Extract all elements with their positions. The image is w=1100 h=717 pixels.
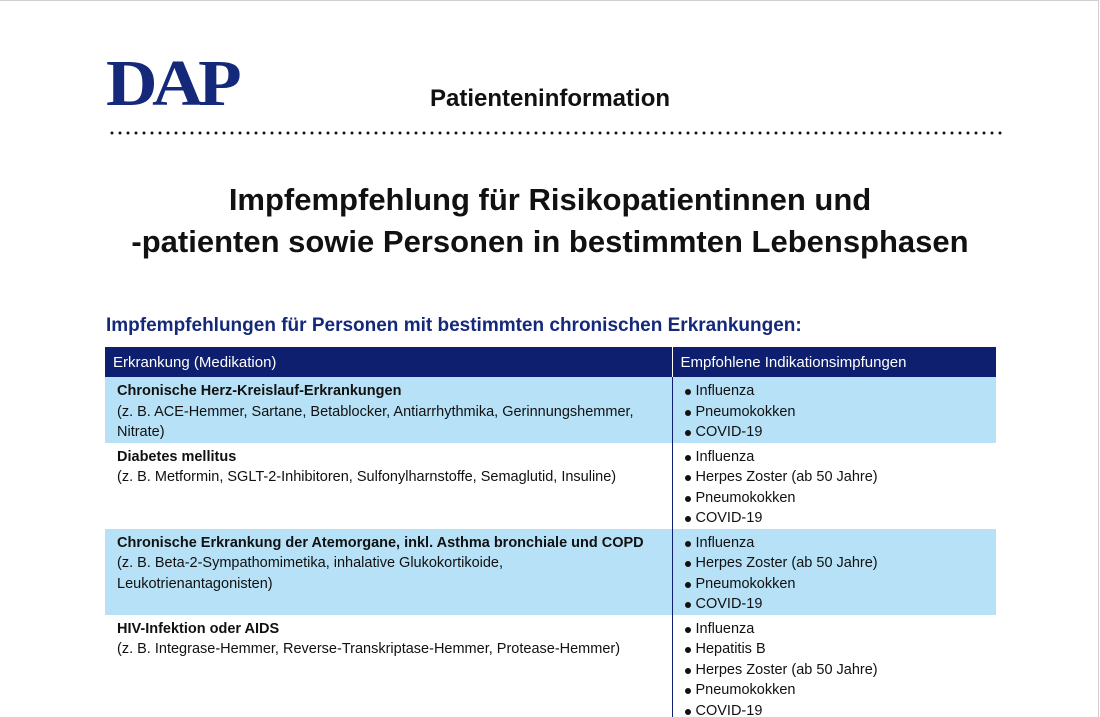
medication-examples: (z. B. ACE-Hemmer, Sartane, Betablocker, Antiarrhythmika, Gerinnungshemmer, Nitrate) bbox=[117, 403, 634, 440]
vaccine-list bbox=[685, 533, 985, 615]
table-row bbox=[105, 443, 996, 529]
medication-examples: (z. B. Metformin, SGLT-2-Inhibitoren, Sulfonylharnstoffe, Semaglutid, Insuline) bbox=[117, 469, 617, 485]
condition-name: HIV-Infektion oder AIDS bbox=[117, 620, 280, 637]
table-row bbox=[105, 529, 996, 615]
condition-cell bbox=[105, 529, 672, 615]
vaccine-item: Pneumokokken bbox=[685, 680, 985, 701]
condition-cell bbox=[105, 443, 672, 529]
vaccines-cell bbox=[672, 615, 996, 717]
vaccine-list bbox=[685, 447, 985, 529]
vaccine-item: COVID-19 bbox=[685, 508, 985, 529]
vaccine-item: Herpes Zoster (ab 50 Jahre) bbox=[685, 553, 985, 574]
vaccine-item: Influenza bbox=[685, 447, 985, 468]
vaccine-item: COVID-19 bbox=[685, 422, 985, 443]
column-header-condition: Erkrankung (Medikation) bbox=[105, 347, 672, 377]
vaccine-item: Influenza bbox=[685, 533, 985, 554]
vaccine-item: Herpes Zoster (ab 50 Jahre) bbox=[685, 467, 985, 488]
dotted-divider bbox=[108, 131, 1004, 135]
medication-examples: (z. B. Integrase-Hemmer, Reverse-Transkriptase-Hemmer, Protease-Hemmer) bbox=[117, 641, 621, 657]
dap-logo: DAP bbox=[106, 47, 237, 120]
page-title-line-1: Impfempfehlung für Risikopatientinnen und bbox=[228, 182, 872, 217]
vaccine-item: Influenza bbox=[685, 619, 985, 640]
table-header-row bbox=[105, 347, 996, 377]
vaccine-item: Pneumokokken bbox=[685, 402, 985, 423]
condition-name: Diabetes mellitus bbox=[117, 448, 237, 465]
condition-cell bbox=[105, 377, 672, 443]
column-header-vaccines: Empfohlene Indikationsimpfungen bbox=[672, 347, 996, 377]
vaccine-item: COVID-19 bbox=[685, 701, 985, 717]
document-type-label: Patienteninformation bbox=[430, 85, 671, 112]
vaccines-cell bbox=[672, 443, 996, 529]
page-title bbox=[100, 179, 1000, 263]
table-row bbox=[105, 377, 996, 443]
table-row bbox=[105, 615, 996, 717]
vaccines-cell bbox=[672, 377, 996, 443]
vaccine-item: COVID-19 bbox=[685, 594, 985, 615]
vaccine-item: Pneumokokken bbox=[685, 488, 985, 509]
condition-cell bbox=[105, 615, 672, 717]
vaccine-item: Influenza bbox=[685, 381, 985, 402]
condition-name: Chronische Herz-Kreislauf-Erkrankungen bbox=[117, 383, 402, 399]
vaccine-list bbox=[685, 381, 985, 443]
vaccine-item: Pneumokokken bbox=[685, 574, 985, 595]
condition-name: Chronische Erkrankung der Atemorgane, inkl. Asthma bronchiale und COPD bbox=[117, 534, 644, 551]
vaccination-recommendation-table bbox=[105, 347, 996, 717]
section-heading: Impfempfehlungen für Personen mit bestimmten chronischen Erkrankungen: bbox=[106, 315, 802, 336]
medication-examples: (z. B. Beta-2-Sympathomimetika, inhalative Glukokortikoide, Leukotrienantagonisten) bbox=[117, 555, 504, 592]
vaccine-item: Hepatitis B bbox=[685, 639, 985, 660]
vaccines-cell bbox=[672, 529, 996, 615]
page-title-line-2: -patienten sowie Personen in bestimmten Lebensphasen bbox=[131, 224, 969, 259]
vaccine-list bbox=[685, 619, 985, 717]
vaccine-item: Herpes Zoster (ab 50 Jahre) bbox=[685, 660, 985, 681]
